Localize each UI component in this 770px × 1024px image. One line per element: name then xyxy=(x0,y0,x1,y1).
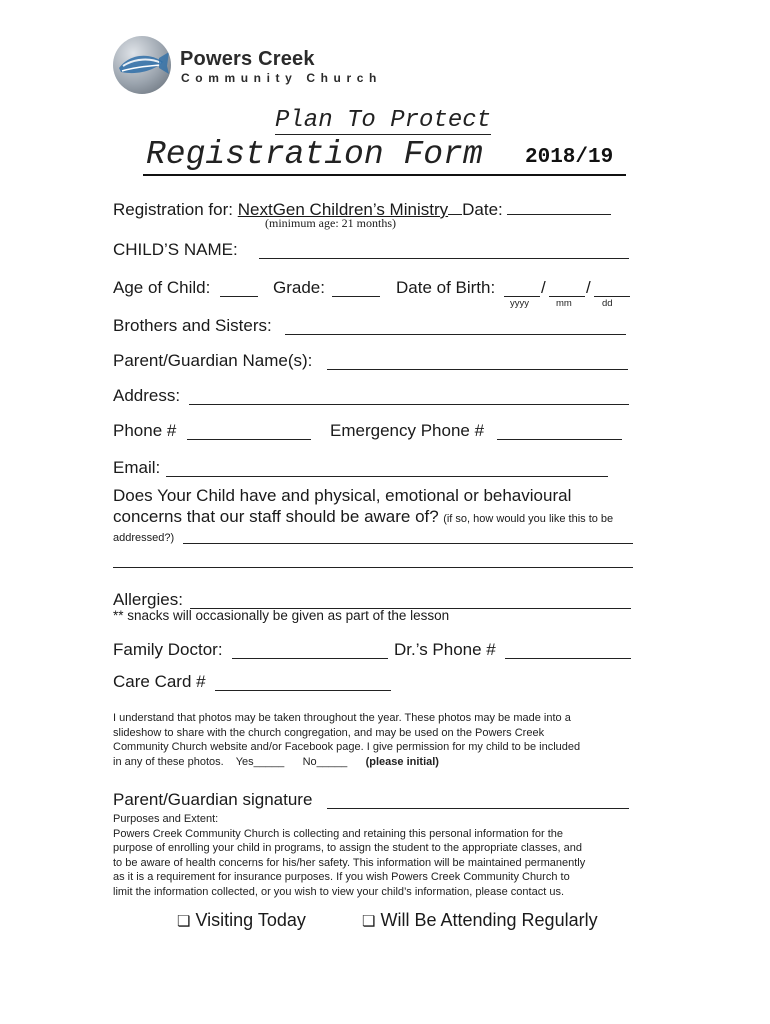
grade-field[interactable] xyxy=(332,280,380,297)
care-card-label: Care Card # xyxy=(113,672,206,691)
please-initial-note: (please initial) xyxy=(365,755,439,768)
concerns-field-2[interactable] xyxy=(113,551,633,568)
purposes-line4: as it is a requirement for insurance purposes. If you wish Powers Creek Community Church to xyxy=(113,871,570,884)
dob-dd-hint: dd xyxy=(602,298,613,309)
photo-consent-line2: slideshow to share with the church congregation, and may be used on the Powers Creek xyxy=(113,726,545,739)
family-doctor-label: Family Doctor: xyxy=(113,640,223,659)
siblings-label: Brothers and Sisters: xyxy=(113,316,272,335)
dob-day-field[interactable] xyxy=(594,280,630,297)
church-name: Powers Creek xyxy=(180,48,315,70)
allergies-field[interactable] xyxy=(190,592,631,609)
checkbox-icon[interactable]: ❏ xyxy=(362,913,376,930)
email-label: Email: xyxy=(113,458,161,477)
photo-consent-line1: I understand that photos may be taken throughout the year. These photos may be made into a xyxy=(113,712,571,724)
emergency-phone-field[interactable] xyxy=(497,423,622,440)
checkbox-icon[interactable]: ❏ xyxy=(177,913,191,930)
church-logo xyxy=(113,36,171,94)
concerns-field-1[interactable] xyxy=(183,527,633,544)
registration-program: NextGen Children’s Ministry xyxy=(237,200,449,219)
dob-sep-2: / xyxy=(586,278,591,297)
visiting-label: Visiting Today xyxy=(195,910,306,930)
child-name-field[interactable] xyxy=(259,242,629,259)
dob-year-field[interactable] xyxy=(504,280,540,297)
age-field[interactable] xyxy=(220,280,258,297)
form-subtitle: Plan To Protect xyxy=(275,107,492,134)
address-field[interactable] xyxy=(189,388,629,405)
dr-phone-label: Dr.’s Phone # xyxy=(394,640,496,659)
purposes-line3: to be aware of health concerns for his/her safety. This information will be maintained permanently xyxy=(113,856,586,869)
min-age-note: (minimum age: 21 months) xyxy=(265,216,396,230)
concerns-note: (if so, how would you like this to be xyxy=(443,513,614,525)
photo-consent xyxy=(113,711,580,769)
grade-label: Grade: xyxy=(273,278,325,297)
concerns-note-cont: addressed?) xyxy=(113,532,175,544)
date-field[interactable] xyxy=(507,198,611,215)
photo-no-field[interactable]: No_____ xyxy=(302,755,348,768)
purposes-line5: limit the information collected, or you wish to view your child’s information, please contact us. xyxy=(113,885,565,898)
attending-label: Will Be Attending Regularly xyxy=(380,910,598,930)
church-subtitle: Community Church xyxy=(181,71,382,85)
visiting-option[interactable] xyxy=(177,909,306,933)
fish-icon xyxy=(113,36,171,94)
dob-mm-hint: mm xyxy=(556,298,572,309)
title-block xyxy=(143,136,626,176)
dob-month-field[interactable] xyxy=(549,280,585,297)
dob-sep-1: / xyxy=(541,278,546,297)
care-card-field[interactable] xyxy=(215,674,391,691)
child-name-row xyxy=(113,240,238,260)
parent-names-field[interactable] xyxy=(327,353,628,370)
siblings-field[interactable] xyxy=(285,318,626,335)
concerns-question-row2 xyxy=(113,507,613,527)
purposes-heading: Purposes and Extent: xyxy=(113,813,219,825)
age-label: Age of Child: xyxy=(113,278,211,297)
registration-underline xyxy=(448,198,462,215)
signature-label: Parent/Guardian signature xyxy=(113,790,313,809)
photo-yes-field[interactable]: Yes_____ xyxy=(235,755,285,768)
dob-label: Date of Birth: xyxy=(396,278,496,297)
concerns-question-line1: Does Your Child have and physical, emotional or behavioural xyxy=(113,486,572,505)
snacks-note: ** snacks will occasionally be given as part of the lesson xyxy=(113,608,450,623)
signature-field[interactable] xyxy=(327,792,629,809)
allergies-label: Allergies: xyxy=(113,590,183,609)
concerns-question-line2: concerns that our staff should be aware of? xyxy=(113,507,439,526)
photo-consent-line3: Community Church website and/or Facebook page. I give permission for my child to be included xyxy=(113,741,581,754)
photo-consent-line4: in any of these photos. xyxy=(113,755,224,768)
purposes-block xyxy=(113,812,585,900)
phone-label: Phone # xyxy=(113,421,177,440)
attending-option[interactable] xyxy=(362,909,598,933)
dr-phone-field[interactable] xyxy=(505,642,631,659)
phone-field[interactable] xyxy=(187,423,311,440)
dob-yyyy-hint: yyyy xyxy=(510,298,529,309)
date-label: Date: xyxy=(462,200,503,219)
parent-names-label: Parent/Guardian Name(s): xyxy=(113,351,313,370)
registration-label: Registration for: xyxy=(113,200,233,219)
emergency-phone-label: Emergency Phone # xyxy=(330,421,485,440)
email-field[interactable] xyxy=(166,460,608,477)
photo-consent-line4-row xyxy=(113,755,580,770)
purposes-line1: Powers Creek Community Church is collecting and retaining this personal information for the xyxy=(113,827,563,840)
family-doctor-field[interactable] xyxy=(232,642,388,659)
child-name-label: CHILD’S NAME: xyxy=(113,240,238,259)
purposes-line2: purpose of enrolling your child in programs, to assign the student to the appropriate classes, and xyxy=(113,842,582,855)
form-title: Registration Form xyxy=(146,136,483,173)
address-label: Address: xyxy=(113,386,181,405)
form-year: 2018/19 xyxy=(525,146,614,169)
